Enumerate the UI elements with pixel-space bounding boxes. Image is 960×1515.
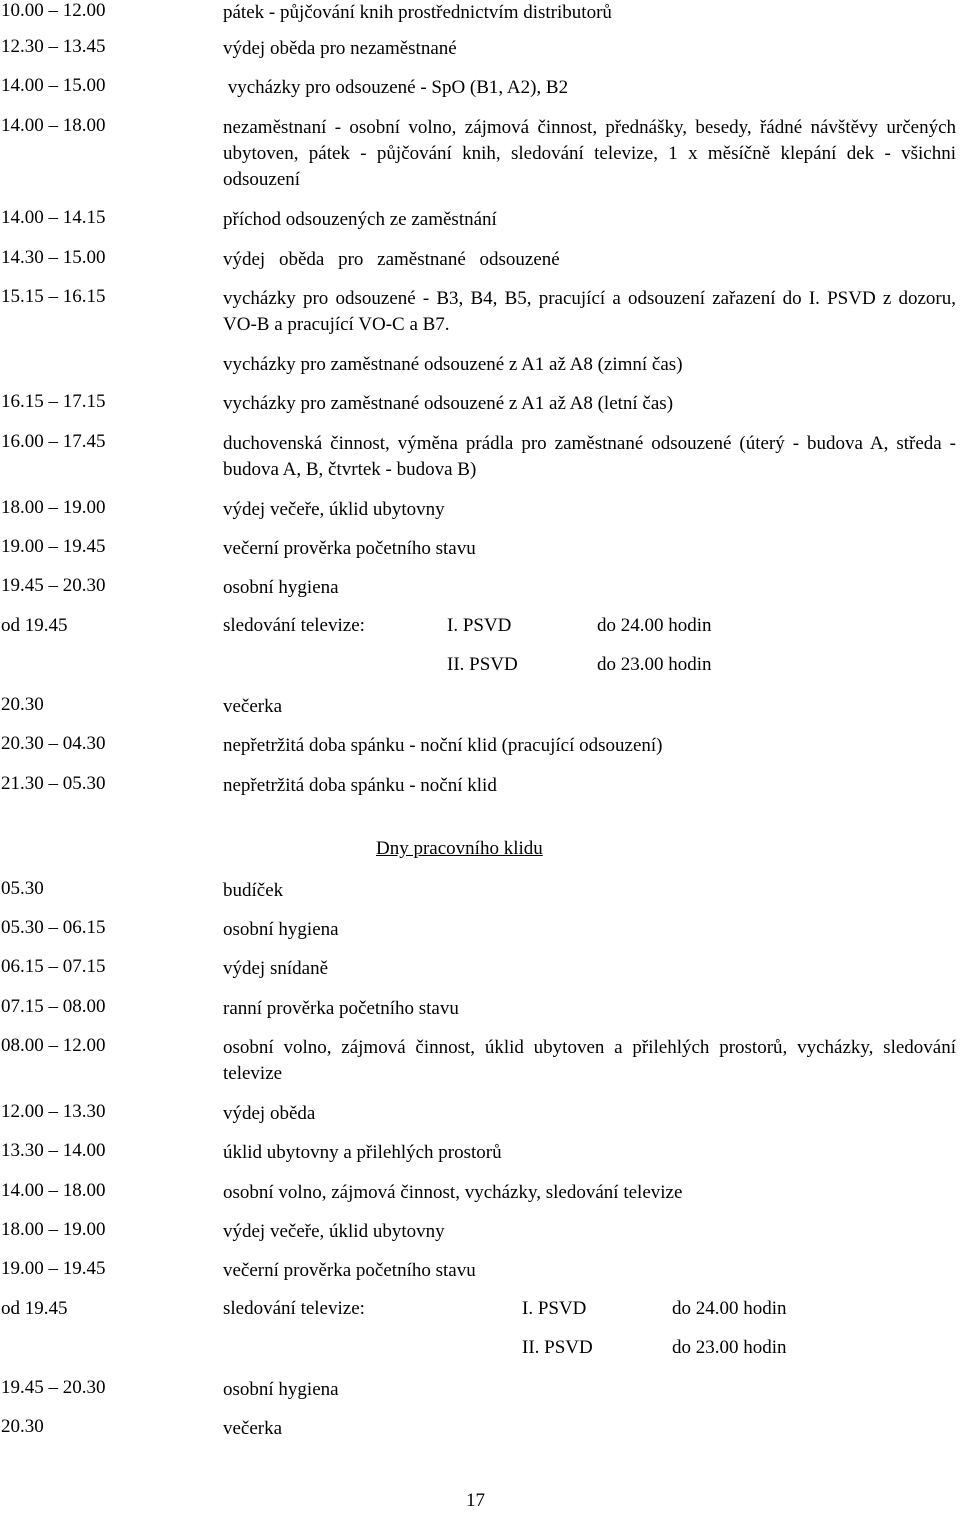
time-range: 15.15 – 16.15 [1,286,106,307]
time-range: 20.30 – 04.30 [1,733,106,754]
time-range: 14.00 – 18.00 [1,115,106,136]
time-range: 19.00 – 19.45 [1,1258,106,1279]
time-range: 07.15 – 08.00 [1,996,106,1017]
time-range: 20.30 [1,1416,44,1437]
time-range: 20.30 [1,694,44,715]
time-range: 14.00 – 15.00 [1,75,106,96]
activity-text: nezaměstnaní - osobní volno, zájmová činnost, přednášky, besedy, řádné návštěvy určených ubytoven, pátek - půjčování knih, sledování televize, 1 x měsíčně klepání dek - všichni odsouzení [223,117,956,190]
group-label: II. PSVD [522,1337,593,1358]
activity-text: úklid ubytovny a přilehlých prostorů [223,1142,502,1163]
activity-text: výdej oběda pro nezaměstnané [223,38,457,59]
activity-text: výdej oběda [223,1103,316,1124]
activity-text: večerní prověrka početního stavu [223,1260,476,1281]
activity-text: večerní prověrka početního stavu [223,538,476,559]
activity-text: osobní volno, zájmová činnost, vycházky, sledování televize [223,1182,683,1203]
until-time: do 23.00 hodin [672,1337,787,1358]
activity-text: výdej oběda pro zaměstnané odsouzené [223,249,560,270]
time-range: 16.15 – 17.15 [1,391,106,412]
time-range: 06.15 – 07.15 [1,956,106,977]
activity-text: vycházky pro zaměstnané odsouzené z A1 až A8 (letní čas) [223,393,674,414]
until-time: do 23.00 hodin [597,654,712,675]
group-label: II. PSVD [447,654,518,675]
time-range: 19.45 – 20.30 [1,575,106,596]
page-number: 17 [466,1490,485,1511]
section-heading: Dny pracovního klidu [376,838,543,859]
time-range: 08.00 – 12.00 [1,1035,106,1056]
time-range: 12.00 – 13.30 [1,1101,106,1122]
activity-text: nepřetržitá doba spánku - noční klid (pracující odsouzení) [223,735,663,756]
time-range: od 19.45 [1,1298,68,1319]
group-label: I. PSVD [522,1298,587,1319]
time-range: 12.30 – 13.45 [1,36,106,57]
time-range: 14.00 – 14.15 [1,207,106,228]
until-time: do 24.00 hodin [597,615,712,636]
activity-text: výdej večeře, úklid ubytovny [223,1221,445,1242]
time-range: od 19.45 [1,615,68,636]
time-range: 14.30 – 15.00 [1,247,106,268]
time-range: 13.30 – 14.00 [1,1140,106,1161]
time-range: 14.00 – 18.00 [1,1180,106,1201]
time-range: 16.00 – 17.45 [1,431,106,452]
tv-label: sledování televize: [223,615,365,636]
activity-text: výdej snídaně [223,958,329,979]
activity-text: příchod odsouzených ze zaměstnání [223,209,497,230]
time-range: 19.00 – 19.45 [1,536,106,557]
activity-text: vycházky pro odsouzené - SpO (B1, A2), B2 [223,77,569,98]
time-range: 19.45 – 20.30 [1,1377,106,1398]
activity-text: osobní volno, zájmová činnost, úklid ubytoven a přilehlých prostorů, vycházky, sledování televize [223,1037,956,1084]
activity-text: výdej večeře, úklid ubytovny [223,499,445,520]
time-range: 05.30 [1,878,44,899]
activity-text: osobní hygiena [223,919,339,940]
activity-text: ranní prověrka početního stavu [223,998,459,1019]
activity-text: nepřetržitá doba spánku - noční klid [223,775,497,796]
activity-text: večerka [223,1418,283,1439]
activity-text: osobní hygiena [223,1379,339,1400]
time-range: 10.00 – 12.00 [1,0,106,21]
until-time: do 24.00 hodin [672,1298,787,1319]
tv-label: sledování televize: [223,1298,365,1319]
activity-text: budíček [223,880,284,901]
activity-text: večerka [223,696,283,717]
activity-text: vycházky pro zaměstnané odsouzené z A1 až A8 (zimní čas) [223,354,683,375]
activity-text: vycházky pro odsouzené - B3, B4, B5, pracující a odsouzení zařazení do I. PSVD z dozoru, VO-B a pracující VO-C a B7. [223,288,956,335]
time-range: 21.30 – 05.30 [1,773,106,794]
time-range: 05.30 – 06.15 [1,917,106,938]
activity-text: osobní hygiena [223,577,339,598]
group-label: I. PSVD [447,615,512,636]
time-range: 18.00 – 19.00 [1,497,106,518]
activity-text: duchovenská činnost, výměna prádla pro zaměstnané odsouzené (úterý - budova A, středa - budova A, B, čtvrtek - budova B) [223,433,956,480]
activity-text: pátek - půjčování knih prostřednictvím distributorů [223,2,612,23]
time-range: 18.00 – 19.00 [1,1219,106,1240]
